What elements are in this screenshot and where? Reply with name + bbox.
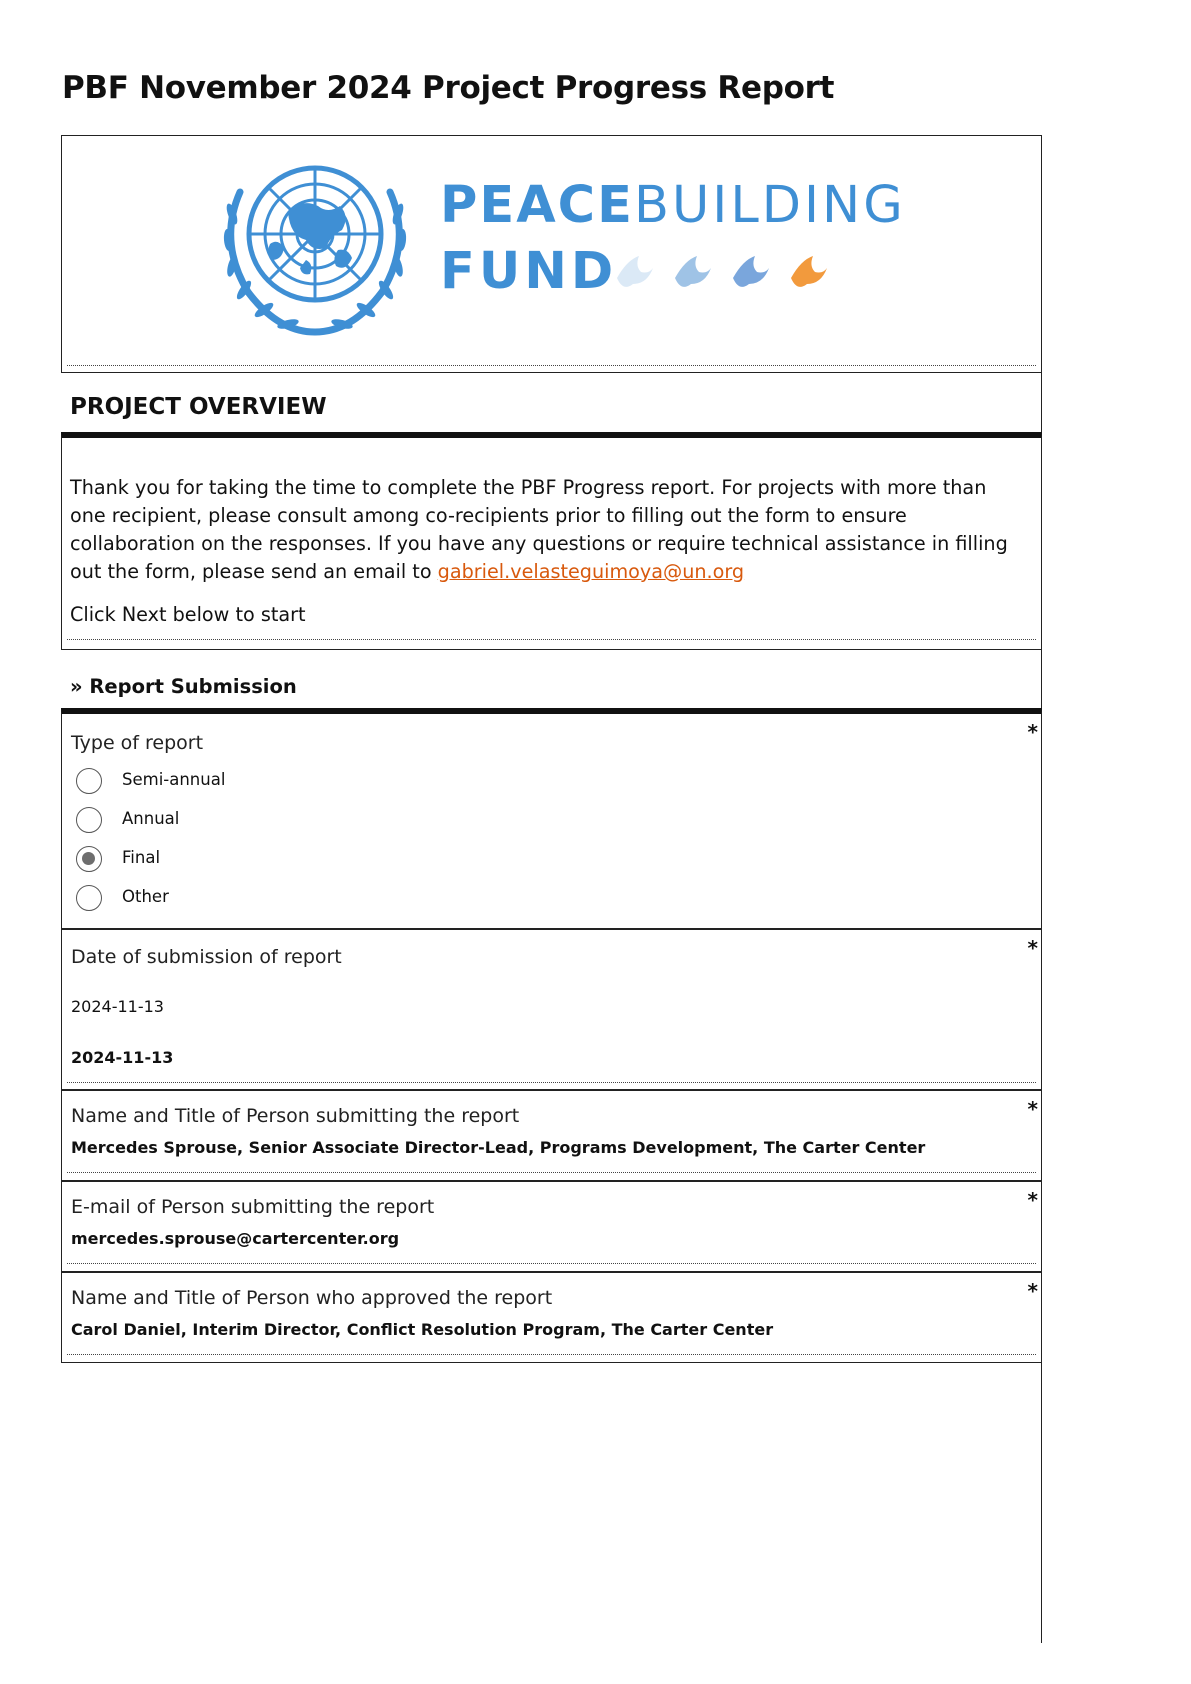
support-email-link[interactable]: gabriel.velasteguimoya@un.org	[437, 560, 745, 583]
divider	[67, 1354, 1036, 1355]
divider	[67, 1172, 1036, 1173]
logo-banner	[61, 135, 1042, 373]
doves-icon	[607, 248, 827, 298]
radio-button[interactable]	[76, 807, 102, 833]
section-heading-report-submission: » Report Submission	[70, 675, 297, 698]
radio-button[interactable]	[76, 768, 102, 794]
approver-name-value[interactable]: Carol Daniel, Interim Director, Conflict Resolution Program, The Carter Center	[71, 1320, 774, 1339]
radio-label: Semi-annual	[122, 770, 226, 789]
logo-text-peacebuilding	[440, 176, 906, 235]
logo-word-fund: FUND	[440, 242, 618, 301]
submitter-name-value[interactable]: Mercedes Sprouse, Senior Associate Director-Lead, Programs Development, The Carter Center	[71, 1138, 926, 1157]
submitter-name-field	[61, 1089, 1042, 1180]
un-emblem-icon	[210, 152, 420, 342]
date-of-submission-field	[61, 928, 1042, 1089]
page-title: PBF November 2024 Project Progress Report	[62, 70, 835, 106]
section-heading-project-overview: PROJECT OVERVIEW	[70, 394, 327, 420]
required-marker: *	[1027, 1279, 1038, 1303]
radio-label: Other	[122, 887, 169, 906]
date-value-confirmed: 2024-11-13	[71, 1048, 174, 1067]
field-label: E-mail of Person submitting the report	[71, 1196, 435, 1218]
submitter-email-field	[61, 1180, 1042, 1271]
field-label: Name and Title of Person who approved the report	[71, 1287, 553, 1309]
radio-label: Annual	[122, 809, 180, 828]
required-marker: *	[1027, 1188, 1038, 1212]
project-overview-panel	[61, 432, 1042, 650]
divider	[67, 1263, 1036, 1264]
divider	[67, 639, 1036, 640]
required-marker: *	[1027, 720, 1038, 744]
divider	[67, 365, 1036, 366]
radio-button-selected[interactable]	[76, 846, 102, 872]
required-marker: *	[1027, 1097, 1038, 1121]
logo-word-peace: PEACE	[440, 176, 634, 235]
date-value[interactable]: 2024-11-13	[71, 997, 164, 1016]
field-label: Date of submission of report	[71, 946, 342, 968]
radio-label: Final	[122, 848, 161, 867]
type-of-report-field	[61, 708, 1042, 928]
approver-name-field	[61, 1271, 1042, 1363]
overview-intro	[70, 474, 1020, 586]
divider	[67, 1082, 1036, 1083]
submitter-email-value[interactable]: mercedes.sprouse@cartercenter.org	[71, 1229, 400, 1248]
radio-button[interactable]	[76, 885, 102, 911]
field-label: Type of report	[71, 732, 204, 754]
start-instruction: Click Next below to start	[70, 603, 306, 626]
logo-word-building: BUILDING	[633, 176, 906, 235]
required-marker: *	[1027, 936, 1038, 960]
field-label: Name and Title of Person submitting the report	[71, 1105, 520, 1127]
overview-intro-text: Thank you for taking the time to complete the PBF Progress report. For projects with more than one recipient, please consult among co-recipients prior to filling out the form to ensure collaboration on the responses. If you have any questions or require technical assistance in filling out the form, please send an email to	[70, 476, 1008, 583]
